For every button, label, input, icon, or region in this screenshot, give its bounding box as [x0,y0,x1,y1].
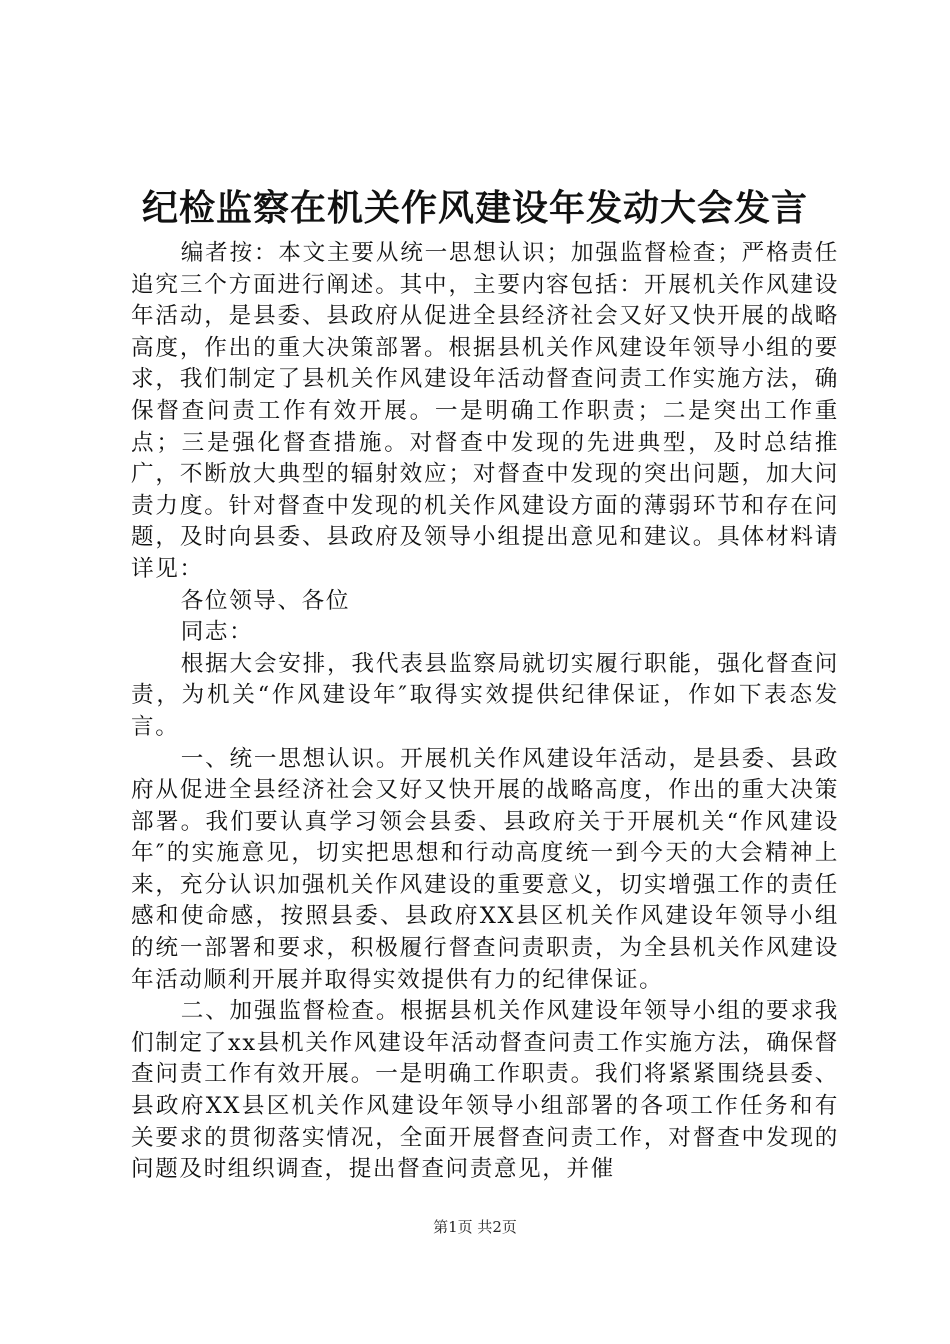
page-number-footer: 第1页 共2页 [433,1218,517,1236]
salutation-line: 各位领导、各位 [180,587,351,614]
editor-note-paragraph: 编者按：本文主要从统一思想认识；加强监督检查；严格责任追究三个方面进行阐述。其中，主要内容包括：开展机关作风建设年活动，是县委、县政府从促进全县经济社会又好又快开展的战略高度，作出的重大决策部署。根据县机关作风建设年领导小组的要求，我们制定了县机关作风建设年活动督查问责工作实施方法，确保督查问责工作有效开展。一是明确工作职责；二是突出工作重点；三是强化督查措施。对督查中发现的先进典型，及时总结推广，不断放大典型的辐射效应；对督查中发现的突出问题，加大问责力度。针对督查中发现的机关作风建设方面的薄弱环节和存在问题，及时向县委、县政府及领导小组提出意见和建议。具体材料请详见： [131,240,839,582]
intro-paragraph: 根据大会安排，我代表县监察局就切实履行职能，强化督查问责，为机关“作风建设年″取得实效提供纪律保证，作如下表态发言。 [131,650,839,740]
salutation-line: 同志： [180,619,254,646]
section-one-paragraph: 一、统一思想认识。开展机关作风建设年活动，是县委、县政府从促进全县经济社会又好又快开展的战略高度，作出的重大决策部署。我们要认真学习领会县委、县政府关于开展机关“作风建设年″的实施意见，切实把思想和行动高度统一到今天的大会精神上来，充分认识加强机关作风建设的重要意义，切实增强工作的责任感和使命感，按照县委、县政府XX县区机关作风建设年领导小组的统一部署和要求，积极履行督查问责职责，为全县机关作风建设年活动顺利开展并取得实效提供有力的纪律保证。 [131,745,839,993]
document-body [131,238,839,1186]
document-title: 纪检监察在机关作风建设年发动大会发言 [141,187,808,229]
section-two-paragraph: 二、加强监督检查。根据县机关作风建设年领导小组的要求我们制定了xx县机关作风建设年活动督查问责工作实施方法，确保督查问责工作有效开展。一是明确工作职责。我们将紧紧围绕县委、县政府XX县区机关作风建设年领导小组部署的各项工作任务和有关要求的贯彻落实情况，全面开展督查问责工作，对督查中发现的问题及时组织调查，提出督查问责意见，并催 [131,998,839,1183]
